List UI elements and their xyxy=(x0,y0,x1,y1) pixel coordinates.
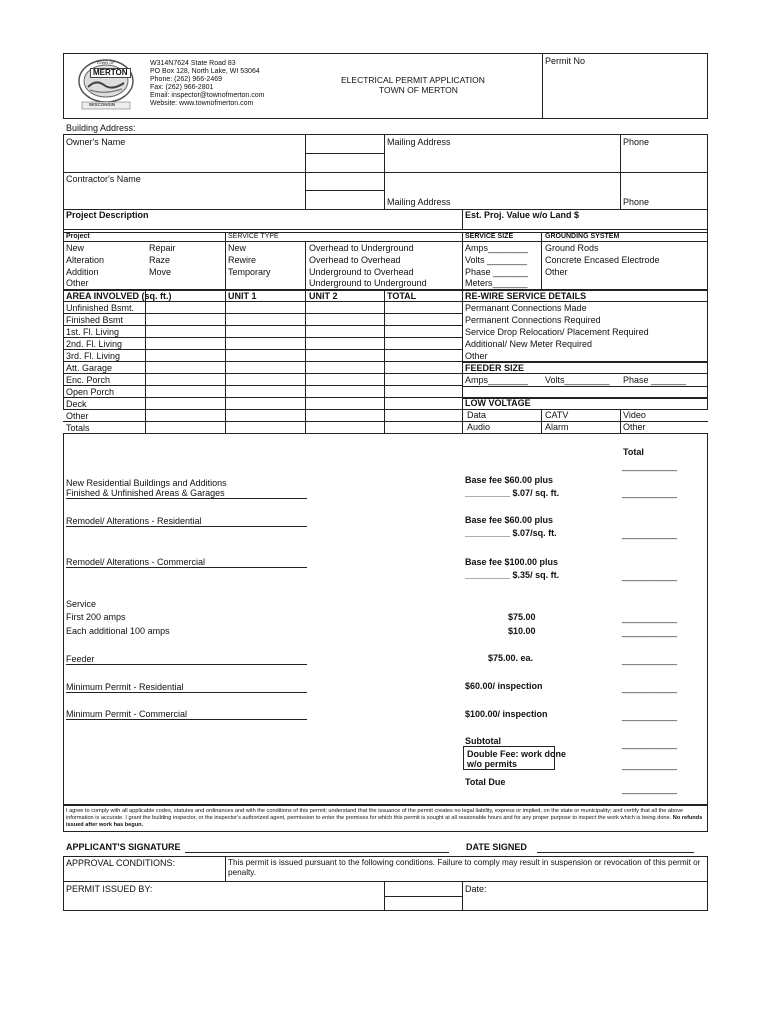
service-type-option[interactable]: Overhead to Overhead xyxy=(309,255,401,265)
project-option[interactable]: New xyxy=(66,243,85,253)
first-200-fee: $75.00 xyxy=(508,612,536,622)
total-blank[interactable]: ___________ xyxy=(622,683,678,693)
low-voltage-option[interactable]: CATV xyxy=(545,410,569,420)
subtotal-label: Subtotal xyxy=(465,736,501,746)
low-voltage-option[interactable]: Other xyxy=(623,422,646,432)
address-line: Fax: (262) 966-2801 xyxy=(150,84,214,91)
grounding-option[interactable]: Other xyxy=(545,267,568,277)
remodel-residential-fee: Base fee $60.00 plus xyxy=(465,515,554,525)
form-title: ELECTRICAL PERMIT APPLICATION xyxy=(341,75,485,85)
area-row-label: 1st. Fl. Living xyxy=(66,327,120,337)
total-blank[interactable]: ___________ xyxy=(622,529,678,539)
date-label: Date: xyxy=(465,884,487,894)
owner-mailing-label: Mailing Address xyxy=(387,137,451,147)
each-100-fee: $10.00 xyxy=(508,626,536,636)
rewire-option[interactable]: Permanant Connections Made xyxy=(465,303,587,313)
low-voltage-header: LOW VOLTAGE xyxy=(465,398,531,408)
service-type-option[interactable]: New xyxy=(228,243,247,253)
logo-top: TOWN OF xyxy=(96,60,115,65)
logo-bottom: WISCONSIN xyxy=(89,102,116,107)
project-description-label: Project Description xyxy=(66,210,149,220)
low-voltage-option[interactable]: Video xyxy=(623,410,646,420)
total-blank[interactable]: ___________ xyxy=(622,571,678,581)
area-row-label: Totals xyxy=(66,423,90,433)
address-line: Email: inspector@townofmerton.com xyxy=(150,92,265,99)
approval-text: This permit is issued pursuant to the following conditions. Failure to comply may result in suspension or revocation of this permit or penalty. xyxy=(228,858,701,877)
rewire-option[interactable]: Other xyxy=(465,351,488,361)
project-header: Project xyxy=(66,233,90,240)
total-blank[interactable]: ___________ xyxy=(622,613,678,623)
each-100-label: Each additional 100 amps xyxy=(66,626,170,636)
address-line: W314N7624 State Road 83 xyxy=(150,60,236,67)
low-voltage-option[interactable]: Data xyxy=(467,410,487,420)
date-signed-label: DATE SIGNED xyxy=(466,842,527,852)
agreement-text xyxy=(66,808,704,829)
total-due-label: Total Due xyxy=(465,777,506,787)
contractor-name-label: Contractor's Name xyxy=(66,174,141,184)
total-blank[interactable]: ___________ xyxy=(622,784,678,794)
unit1-header: UNIT 1 xyxy=(228,291,257,301)
total-header: TOTAL xyxy=(387,291,417,301)
town-logo xyxy=(74,57,138,113)
project-option[interactable]: Raze xyxy=(149,255,171,265)
new-residential-label: New Residential Buildings and Additions xyxy=(66,478,227,488)
form-subtitle: TOWN OF MERTON xyxy=(379,85,458,95)
owner-phone-label: Phone xyxy=(623,137,650,147)
unit2-header: UNIT 2 xyxy=(309,291,338,301)
service-size-field[interactable]: Amps________ xyxy=(465,243,529,253)
min-commercial-fee: $100.00/ inspection xyxy=(465,709,548,719)
total-blank[interactable]: ___________ xyxy=(622,655,678,665)
feeder-fee-label: Feeder xyxy=(66,654,95,664)
grounding-option[interactable]: Concrete Encased Electrode xyxy=(545,255,660,265)
service-type-option[interactable]: Underground to Underground xyxy=(309,278,427,288)
service-type-header: SERVICE TYPE xyxy=(228,233,279,240)
area-row-label: Unfinished Bsmt. xyxy=(66,303,135,313)
area-row-label: 2nd. Fl. Living xyxy=(66,339,123,349)
fees-total-label: Total xyxy=(623,447,644,457)
permit-no-label: Permit No xyxy=(545,56,586,66)
project-option[interactable]: Alteration xyxy=(66,255,105,265)
double-fee-label: w/o permits xyxy=(467,759,518,769)
est-value-label: Est. Proj. Value w/o Land $ xyxy=(465,210,580,220)
address-line: Phone: (262) 966-2469 xyxy=(150,76,222,83)
area-row-label: Att. Garage xyxy=(66,363,113,373)
new-residential-label: Finished & Unfinished Areas & Garages xyxy=(66,488,225,498)
min-commercial-label: Minimum Permit - Commercial xyxy=(66,709,188,719)
feeder-volts[interactable]: Volts_________ xyxy=(545,375,610,385)
service-type-option[interactable]: Overhead to Underground xyxy=(309,243,414,253)
remodel-residential-fee[interactable]: _________ $.07/sq. ft. xyxy=(465,528,557,538)
remodel-residential-label: Remodel/ Alterations - Residential xyxy=(66,516,202,526)
double-fee-label: Double Fee: work done xyxy=(467,749,567,759)
service-size-field[interactable]: Meters_______ xyxy=(465,278,528,288)
project-option[interactable]: Move xyxy=(149,267,172,277)
total-blank[interactable]: ___________ xyxy=(622,627,678,637)
signature-line[interactable] xyxy=(185,852,449,853)
approval-label: APPROVAL CONDITIONS: xyxy=(66,858,176,868)
total-blank[interactable]: ___________ xyxy=(622,711,678,721)
building-address-label: Building Address: xyxy=(66,123,136,133)
new-residential-fee: Base fee $60.00 plus xyxy=(465,475,554,485)
feeder-amps[interactable]: Amps________ xyxy=(465,375,529,385)
area-row-label: Open Porch xyxy=(66,387,115,397)
rewire-option[interactable]: Additional/ New Meter Required xyxy=(465,339,593,349)
feeder-fee: $75.00. ea. xyxy=(488,653,534,663)
remodel-commercial-fee: Base fee $100.00 plus xyxy=(465,557,559,567)
area-row-label: 3rd. Fl. Living xyxy=(66,351,121,361)
service-type-option[interactable]: Underground to Overhead xyxy=(309,267,414,277)
low-voltage-option[interactable]: Audio xyxy=(467,422,491,432)
logo-name: MERTON xyxy=(90,68,131,78)
area-row-label: Deck xyxy=(66,399,87,409)
contractor-phone-label: Phone xyxy=(623,197,650,207)
grounding-option[interactable]: Ground Rods xyxy=(545,243,599,253)
service-type-option[interactable]: Temporary xyxy=(228,267,271,277)
service-size-field[interactable]: Phase _______ xyxy=(465,267,529,277)
total-blank[interactable]: ___________ xyxy=(622,461,678,471)
area-row-label: Other xyxy=(66,411,89,421)
date-signed-line[interactable] xyxy=(537,852,694,853)
low-voltage-option[interactable]: Alarm xyxy=(545,422,569,432)
no-refunds-note: No refunds issued after work has begun. xyxy=(66,814,703,828)
contractor-mailing-label: Mailing Address xyxy=(387,197,451,207)
address-line: PO Box 128, North Lake, WI 53064 xyxy=(150,68,260,75)
first-200-label: First 200 amps xyxy=(66,612,126,622)
service-size-field[interactable]: Volts ________ xyxy=(465,255,528,265)
rewire-option[interactable]: Service Drop Relocation/ Placement Required xyxy=(465,327,649,337)
project-option[interactable]: Other xyxy=(66,278,89,288)
remodel-commercial-label: Remodel/ Alterations - Commercial xyxy=(66,557,206,567)
project-option[interactable]: Addition xyxy=(66,267,99,277)
feeder-phase[interactable]: Phase _______ xyxy=(623,375,687,385)
service-size-header: SERVICE SIZE xyxy=(465,233,514,240)
service-label: Service xyxy=(66,599,97,609)
total-blank[interactable]: ___________ xyxy=(622,488,678,498)
permit-issued-by-label: PERMIT ISSUED BY: xyxy=(66,884,153,894)
service-type-option[interactable]: Rewire xyxy=(228,255,257,265)
new-residential-fee[interactable]: _________ $.07/ sq. ft. xyxy=(465,488,560,498)
min-residential-fee: $60.00/ inspection xyxy=(465,681,543,691)
remodel-commercial-fee[interactable]: _________ $.35/ sq. ft. xyxy=(465,570,560,580)
rewire-option[interactable]: Permanent Connections Required xyxy=(465,315,601,325)
area-row-label: Enc. Porch xyxy=(66,375,111,385)
rewire-header: RE-WIRE SERVICE DETAILS xyxy=(465,291,587,301)
total-blank[interactable]: ___________ xyxy=(622,760,678,770)
grounding-header: GROUNDING SYSTEM xyxy=(545,233,620,240)
town-address xyxy=(150,60,264,108)
feeder-header: FEEDER SIZE xyxy=(465,363,525,373)
area-row-label: Finished Bsmt xyxy=(66,315,124,325)
agreement-body: I agree to comply with all applicable codes, statutes and ordinances and with the conditions of this permit; understand that the issuance of the permit creates no legal liability, express or implied, on the state or municipality; and certify that all the above information is accurate. I grant the building inspector, or the inspector's authorized agent, permission to enter the premises for which this permit is sought at all reasonable hours and for any proper purpose to inspect the work which is being done. xyxy=(66,808,684,821)
min-residential-label: Minimum Permit - Residential xyxy=(66,682,184,692)
project-option[interactable]: Repair xyxy=(149,243,176,253)
address-line: Website: www.townofmerton.com xyxy=(150,100,254,107)
area-involved-header: AREA INVOLVED (sq. ft.) xyxy=(66,291,172,301)
applicant-signature-label: APPLICANT'S SIGNATURE xyxy=(66,842,181,852)
owner-name-label: Owner's Name xyxy=(66,137,126,147)
total-blank[interactable]: ___________ xyxy=(622,739,678,749)
